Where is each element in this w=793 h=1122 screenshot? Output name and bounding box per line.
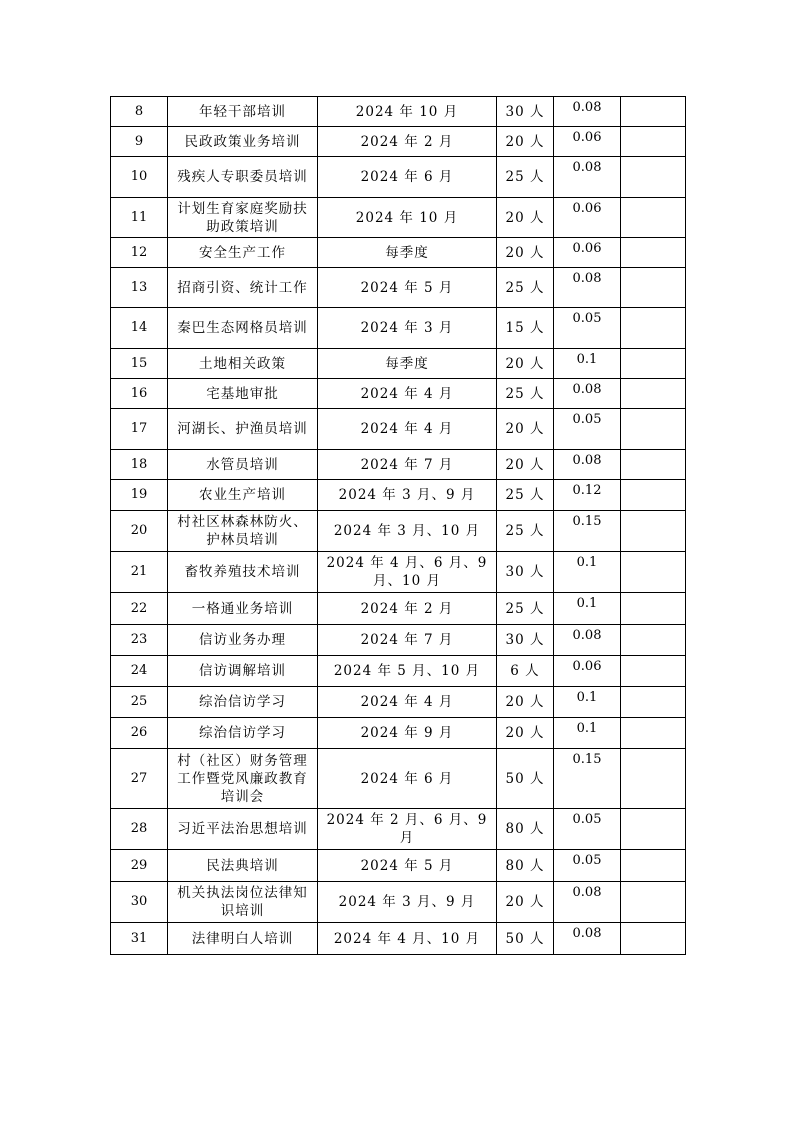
table-row bbox=[111, 97, 686, 127]
row-number: 27 bbox=[111, 749, 168, 809]
training-time: 2024 年 7 月 bbox=[318, 625, 497, 656]
training-name: 宅基地审批 bbox=[168, 379, 318, 409]
table-row bbox=[111, 687, 686, 718]
row-number: 28 bbox=[111, 809, 168, 850]
participant-count: 20 人 bbox=[497, 882, 554, 923]
training-time: 2024 年 4 月 bbox=[318, 409, 497, 450]
participant-count: 80 人 bbox=[497, 850, 554, 882]
remark bbox=[621, 882, 686, 923]
budget-amount: 0.08 bbox=[554, 882, 621, 923]
participant-count: 25 人 bbox=[497, 379, 554, 409]
row-number: 10 bbox=[111, 157, 168, 198]
budget-amount: 0.08 bbox=[554, 157, 621, 198]
participant-count: 20 人 bbox=[497, 450, 554, 480]
table-row bbox=[111, 268, 686, 308]
training-time: 2024 年 4 月 bbox=[318, 687, 497, 718]
participant-count: 25 人 bbox=[497, 157, 554, 198]
participant-count: 20 人 bbox=[497, 687, 554, 718]
training-name: 综治信访学习 bbox=[168, 718, 318, 749]
budget-amount: 0.1 bbox=[554, 718, 621, 749]
remark bbox=[621, 749, 686, 809]
training-time: 2024 年 2 月、6 月、9 月 bbox=[318, 809, 497, 850]
training-time: 2024 年 5 月、10 月 bbox=[318, 656, 497, 687]
participant-count: 25 人 bbox=[497, 480, 554, 511]
participant-count: 80 人 bbox=[497, 809, 554, 850]
budget-amount: 0.15 bbox=[554, 511, 621, 552]
row-number: 8 bbox=[111, 97, 168, 127]
training-name: 河湖长、护渔员培训 bbox=[168, 409, 318, 450]
row-number: 29 bbox=[111, 850, 168, 882]
budget-amount: 0.06 bbox=[554, 656, 621, 687]
remark bbox=[621, 593, 686, 625]
training-name: 秦巴生态网格员培训 bbox=[168, 308, 318, 349]
training-time: 2024 年 7 月 bbox=[318, 450, 497, 480]
training-time: 2024 年 5 月 bbox=[318, 850, 497, 882]
training-time: 2024 年 2 月 bbox=[318, 593, 497, 625]
participant-count: 20 人 bbox=[497, 198, 554, 238]
training-name: 民政政策业务培训 bbox=[168, 127, 318, 157]
table-row bbox=[111, 127, 686, 157]
participant-count: 25 人 bbox=[497, 511, 554, 552]
training-time: 2024 年 9 月 bbox=[318, 718, 497, 749]
row-number: 26 bbox=[111, 718, 168, 749]
remark bbox=[621, 450, 686, 480]
budget-amount: 0.08 bbox=[554, 97, 621, 127]
row-number: 31 bbox=[111, 923, 168, 955]
budget-amount: 0.15 bbox=[554, 749, 621, 809]
training-name: 信访调解培训 bbox=[168, 656, 318, 687]
participant-count: 20 人 bbox=[497, 349, 554, 379]
participant-count: 15 人 bbox=[497, 308, 554, 349]
training-name: 土地相关政策 bbox=[168, 349, 318, 379]
remark bbox=[621, 687, 686, 718]
training-time: 2024 年 3 月 bbox=[318, 308, 497, 349]
table-row bbox=[111, 379, 686, 409]
table-row bbox=[111, 157, 686, 198]
table-row bbox=[111, 308, 686, 349]
training-time: 2024 年 2 月 bbox=[318, 127, 497, 157]
remark bbox=[621, 238, 686, 268]
row-number: 12 bbox=[111, 238, 168, 268]
row-number: 20 bbox=[111, 511, 168, 552]
training-name: 法律明白人培训 bbox=[168, 923, 318, 955]
remark bbox=[621, 308, 686, 349]
remark bbox=[621, 379, 686, 409]
remark bbox=[621, 923, 686, 955]
table-row bbox=[111, 656, 686, 687]
budget-amount: 0.1 bbox=[554, 687, 621, 718]
training-name: 农业生产培训 bbox=[168, 480, 318, 511]
remark bbox=[621, 409, 686, 450]
row-number: 18 bbox=[111, 450, 168, 480]
training-name: 年轻干部培训 bbox=[168, 97, 318, 127]
budget-amount: 0.05 bbox=[554, 308, 621, 349]
training-name: 招商引资、统计工作 bbox=[168, 268, 318, 308]
participant-count: 25 人 bbox=[497, 268, 554, 308]
row-number: 23 bbox=[111, 625, 168, 656]
row-number: 17 bbox=[111, 409, 168, 450]
table-row bbox=[111, 349, 686, 379]
participant-count: 20 人 bbox=[497, 127, 554, 157]
training-plan-table bbox=[110, 96, 686, 955]
budget-amount: 0.08 bbox=[554, 379, 621, 409]
training-time: 2024 年 10 月 bbox=[318, 198, 497, 238]
remark bbox=[621, 625, 686, 656]
table-row bbox=[111, 450, 686, 480]
training-name: 机关执法岗位法律知识培训 bbox=[168, 882, 318, 923]
budget-amount: 0.05 bbox=[554, 809, 621, 850]
training-name: 水管员培训 bbox=[168, 450, 318, 480]
participant-count: 20 人 bbox=[497, 409, 554, 450]
table-row bbox=[111, 480, 686, 511]
table-row bbox=[111, 809, 686, 850]
table-row bbox=[111, 749, 686, 809]
row-number: 9 bbox=[111, 127, 168, 157]
row-number: 15 bbox=[111, 349, 168, 379]
table-row bbox=[111, 718, 686, 749]
training-time: 2024 年 3 月、9 月 bbox=[318, 882, 497, 923]
row-number: 21 bbox=[111, 552, 168, 593]
budget-amount: 0.05 bbox=[554, 850, 621, 882]
row-number: 14 bbox=[111, 308, 168, 349]
training-plan-body bbox=[111, 97, 686, 955]
training-name: 村社区林森林防火、护林员培训 bbox=[168, 511, 318, 552]
training-time: 每季度 bbox=[318, 238, 497, 268]
row-number: 24 bbox=[111, 656, 168, 687]
training-name: 信访业务办理 bbox=[168, 625, 318, 656]
table-row bbox=[111, 850, 686, 882]
participant-count: 50 人 bbox=[497, 749, 554, 809]
table-row bbox=[111, 625, 686, 656]
participant-count: 30 人 bbox=[497, 625, 554, 656]
remark bbox=[621, 157, 686, 198]
budget-amount: 0.06 bbox=[554, 238, 621, 268]
remark bbox=[621, 718, 686, 749]
table-row bbox=[111, 238, 686, 268]
training-time: 2024 年 10 月 bbox=[318, 97, 497, 127]
remark bbox=[621, 809, 686, 850]
training-time: 2024 年 4 月、6 月、9 月、10 月 bbox=[318, 552, 497, 593]
remark bbox=[621, 97, 686, 127]
row-number: 25 bbox=[111, 687, 168, 718]
training-name: 一格通业务培训 bbox=[168, 593, 318, 625]
training-time: 2024 年 5 月 bbox=[318, 268, 497, 308]
row-number: 22 bbox=[111, 593, 168, 625]
row-number: 30 bbox=[111, 882, 168, 923]
training-name: 安全生产工作 bbox=[168, 238, 318, 268]
row-number: 16 bbox=[111, 379, 168, 409]
table-row bbox=[111, 198, 686, 238]
training-name: 残疾人专职委员培训 bbox=[168, 157, 318, 198]
participant-count: 6 人 bbox=[497, 656, 554, 687]
budget-amount: 0.06 bbox=[554, 127, 621, 157]
budget-amount: 0.06 bbox=[554, 198, 621, 238]
remark bbox=[621, 349, 686, 379]
remark bbox=[621, 268, 686, 308]
table-row bbox=[111, 593, 686, 625]
budget-amount: 0.08 bbox=[554, 625, 621, 656]
budget-amount: 0.1 bbox=[554, 593, 621, 625]
table-row bbox=[111, 923, 686, 955]
participant-count: 30 人 bbox=[497, 552, 554, 593]
budget-amount: 0.05 bbox=[554, 409, 621, 450]
participant-count: 50 人 bbox=[497, 923, 554, 955]
participant-count: 20 人 bbox=[497, 718, 554, 749]
table-row bbox=[111, 409, 686, 450]
remark bbox=[621, 552, 686, 593]
participant-count: 30 人 bbox=[497, 97, 554, 127]
budget-amount: 0.08 bbox=[554, 923, 621, 955]
training-name: 村（社区）财务管理工作暨党风廉政教育培训会 bbox=[168, 749, 318, 809]
training-name: 习近平法治思想培训 bbox=[168, 809, 318, 850]
row-number: 13 bbox=[111, 268, 168, 308]
budget-amount: 0.08 bbox=[554, 450, 621, 480]
training-time: 2024 年 4 月、10 月 bbox=[318, 923, 497, 955]
remark bbox=[621, 127, 686, 157]
training-name: 综治信访学习 bbox=[168, 687, 318, 718]
remark bbox=[621, 198, 686, 238]
training-time: 2024 年 3 月、10 月 bbox=[318, 511, 497, 552]
training-time: 2024 年 4 月 bbox=[318, 379, 497, 409]
training-time: 每季度 bbox=[318, 349, 497, 379]
training-name: 民法典培训 bbox=[168, 850, 318, 882]
table-row bbox=[111, 511, 686, 552]
row-number: 11 bbox=[111, 198, 168, 238]
remark bbox=[621, 850, 686, 882]
remark bbox=[621, 480, 686, 511]
participant-count: 20 人 bbox=[497, 238, 554, 268]
row-number: 19 bbox=[111, 480, 168, 511]
training-time: 2024 年 6 月 bbox=[318, 157, 497, 198]
participant-count: 25 人 bbox=[497, 593, 554, 625]
remark bbox=[621, 656, 686, 687]
training-name: 畜牧养殖技术培训 bbox=[168, 552, 318, 593]
table-row bbox=[111, 552, 686, 593]
budget-amount: 0.12 bbox=[554, 480, 621, 511]
training-name: 计划生育家庭奖励扶助政策培训 bbox=[168, 198, 318, 238]
table-row bbox=[111, 882, 686, 923]
budget-amount: 0.1 bbox=[554, 552, 621, 593]
budget-amount: 0.08 bbox=[554, 268, 621, 308]
budget-amount: 0.1 bbox=[554, 349, 621, 379]
training-time: 2024 年 6 月 bbox=[318, 749, 497, 809]
remark bbox=[621, 511, 686, 552]
training-time: 2024 年 3 月、9 月 bbox=[318, 480, 497, 511]
